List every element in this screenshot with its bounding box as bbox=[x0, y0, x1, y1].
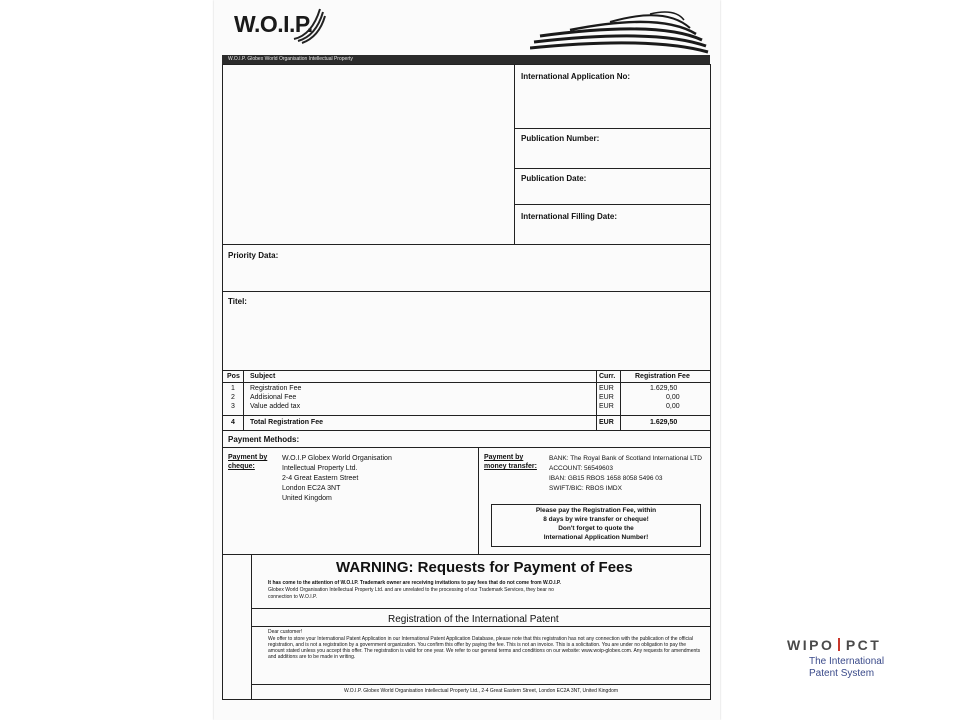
table-header-curr: Curr. bbox=[599, 373, 616, 380]
wipo-text: WIPO bbox=[787, 637, 835, 653]
table-row-3-subject: Value added tax bbox=[250, 403, 301, 410]
table-row-3-fee: 0,00 bbox=[666, 403, 680, 410]
table-row-1-pos: 1 bbox=[231, 385, 235, 392]
notice-line-1: Please pay the Registration Fee, within bbox=[535, 507, 657, 514]
warning-line-2: Globex World Organisation Intellectual Property Ltd. and are unrelated to the processing of our Trademark Services, they bear no bbox=[268, 587, 554, 593]
woip-logo-swoosh bbox=[292, 5, 326, 45]
table-total-fee: 1.629,50 bbox=[650, 419, 678, 426]
header-band: W.O.I.P. Globex World Organisation Intellectual Property bbox=[222, 55, 710, 64]
logo-divider bbox=[838, 638, 840, 651]
table-row-2-fee: 0,00 bbox=[666, 394, 680, 401]
notice-line-3: Don't forget to quote the bbox=[558, 525, 634, 532]
woip-logo-text: W.O.I.P. bbox=[234, 11, 313, 37]
registration-greeting: Dear customer! bbox=[268, 629, 303, 635]
cheque-address-line-1: W.O.I.P Globex World Organisation bbox=[282, 455, 392, 462]
table-header-pos: Pos bbox=[227, 373, 240, 380]
payment-methods-label: Payment Methods: bbox=[228, 435, 300, 444]
cheque-address-line-5: United Kingdom bbox=[282, 495, 332, 502]
bank-line-4: SWIFT/BIC: RBOS IMDX bbox=[549, 485, 622, 492]
bank-line-3: IBAN: GB15 RBOS 1658 8058 5496 03 bbox=[549, 475, 663, 482]
table-total-pos: 4 bbox=[231, 419, 235, 426]
table-row-3-pos: 3 bbox=[231, 403, 235, 410]
table-row-1-curr: EUR bbox=[599, 385, 614, 392]
pct-text: PCT bbox=[845, 637, 882, 653]
payment-cheque-label-2: cheque: bbox=[228, 463, 255, 470]
table-row-2-curr: EUR bbox=[599, 394, 614, 401]
table-row-2-pos: 2 bbox=[231, 394, 235, 401]
registration-title: Registration of the International Patent bbox=[388, 614, 559, 625]
form-footer-address: W.O.I.P. Globex World Organisation Intellectual Property Ltd., 2-4 Great Eastern Street, London EC2A 3NT, United Kingdom bbox=[343, 688, 619, 694]
table-row-3-curr: EUR bbox=[599, 403, 614, 410]
priority-data-label: Priority Data: bbox=[228, 251, 279, 260]
info-column-divider bbox=[514, 64, 515, 244]
warning-line-3: connection to W.O.I.P. bbox=[268, 594, 318, 600]
table-row-2-subject: Addisional Fee bbox=[250, 394, 297, 401]
payment-transfer-label-2: money transfer: bbox=[484, 463, 537, 470]
cheque-address-line-3: 2-4 Great Eastern Street bbox=[282, 475, 359, 482]
table-row-1-fee: 1.629,50 bbox=[650, 385, 678, 392]
wipo-pct-logo bbox=[787, 637, 881, 653]
intl-filing-date-label: International Filling Date: bbox=[521, 212, 618, 221]
table-total-curr: EUR bbox=[599, 419, 614, 426]
cheque-address-line-4: London EC2A 3NT bbox=[282, 485, 341, 492]
publication-number-label: Publication Number: bbox=[521, 134, 600, 143]
wipo-subtitle-line-2: Patent System bbox=[809, 668, 875, 679]
wipo-subtitle bbox=[809, 656, 884, 680]
notice-line-4: International Application Number! bbox=[543, 534, 649, 541]
intl-application-no-label: International Application No: bbox=[521, 72, 631, 81]
registration-body: We offer to store your International Patent Application in our International Patent Application Database, please note that this registration has not any connection with the publication of the official registration, and is not a registration by a government organization. You confirm this offer by paying the fee. This is not an invoice. This is a solicitation. You are under no obligation to pay the amount stated unless you accept this offer. The registration is valid for one year. We refer to our general terms and conditions on our website: www.woip-globex.com. Any requests for amendments and additions are to be made in writing. bbox=[268, 636, 701, 660]
cheque-address-line-2: Intellectual Property Ltd. bbox=[282, 465, 358, 472]
table-header-fee: Registration Fee bbox=[635, 373, 690, 380]
table-row-1-subject: Registration Fee bbox=[250, 385, 302, 392]
bank-line-1: BANK: The Royal Bank of Scotland International LTD bbox=[549, 455, 702, 462]
warning-line-1: It has come to the attention of W.O.I.P. Trademark owner are receiving invitations to pay fees that do not come from W.O.I.P. bbox=[268, 580, 561, 586]
table-header-subject: Subject bbox=[250, 373, 276, 380]
warning-title: WARNING: Requests for Payment of Fees bbox=[336, 559, 633, 576]
publication-date-label: Publication Date: bbox=[521, 174, 587, 183]
titel-label: Titel: bbox=[228, 297, 247, 306]
bank-line-2: ACCOUNT: 56549603 bbox=[549, 465, 613, 472]
notice-line-2: 8 days by wire transfer or cheque! bbox=[543, 516, 649, 523]
payment-transfer-label-1: Payment by bbox=[484, 454, 524, 461]
header-swoosh-graphic bbox=[530, 6, 710, 54]
payment-cheque-label-1: Payment by bbox=[228, 454, 268, 461]
table-total-subject: Total Registration Fee bbox=[250, 419, 323, 426]
wipo-subtitle-line-1: The International bbox=[809, 656, 885, 667]
